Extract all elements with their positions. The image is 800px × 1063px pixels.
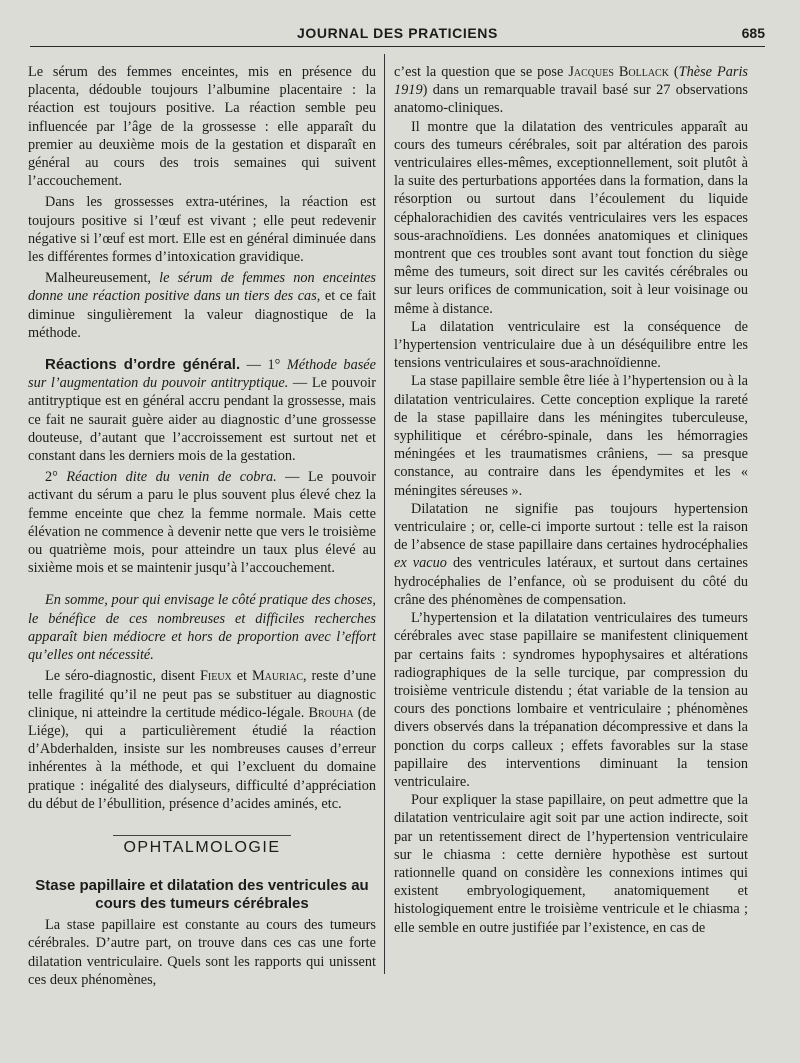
running-header <box>30 22 765 47</box>
section-heading: OPHTALMOLOGIE <box>28 839 376 857</box>
paragraph: Dilatation ne signifie pas toujours hypertension ventriculaire ; or, celle-ci importe surtout : telle est la raison de l’absence de stase papillaire dans certaines hydrocéphalies ex vacuo des ventricules latéraux, et surtout dans certaines hydrocéphalies de l’enfance, où se produisent du côté du crâne des phénomènes de compensation. <box>394 500 748 608</box>
italic-emphasis: le sérum de femmes non enceintes donne une réaction positive dans un tiers des cas, <box>28 270 376 305</box>
conclusion-paragraph: En somme, pour qui envisage le côté pratique des choses, le bénéfice de ces nombreuses et difficiles recherches apparaît bien médiocre et hors de proportion avec l’effort qu’elles ont nécessité. <box>28 592 376 664</box>
article-title: Stase papillaire et dilatation des ventricules au cours des tumeurs cérébrales <box>35 877 369 913</box>
left-column <box>28 63 376 989</box>
column-divider <box>384 54 385 974</box>
paragraph: Le sérum des femmes enceintes, mis en présence du placenta, dédouble toujours l’albumine placentaire : la réaction est toujours positive. La réaction semble peu influencée par l’âge de la grossesse : elle apparaît du premier au deuxième mois de la gestation et disparaît en général au cours des trois semaines qui suivent l’accouchement. <box>28 64 376 190</box>
paragraph: Dans les grossesses extra-utérines, la réaction est toujours positive si l’œuf est vivant ; elle peut redevenir négative si l’œuf est mort. Elle est en général diminuée dans les différentes formes d’intoxication gravidique. <box>28 194 376 266</box>
journal-title: JOURNAL DES PRATICIENS <box>297 25 498 41</box>
right-column <box>394 63 748 937</box>
paragraph: 2° Réaction dite du venin de cobra. — Le pouvoir activant du sérum a paru le plus souvent plus élevé chez la femme enceinte que chez la femme normale. Mais cette élévation ne commence à devenir nette que vers le troisième ou quatrième mois, pour atteindre un taux plus élevé au sixième mois et se maintenir jusqu’à l’accouchement. <box>28 469 376 577</box>
subsection-heading: Réactions d’ordre général. <box>45 356 241 374</box>
author-name: Jacques Bollack <box>568 64 669 80</box>
author-name: Brouha <box>308 704 354 721</box>
page-number: 685 <box>741 25 765 41</box>
paragraph: La dilatation ventriculaire est la conséquence de l’hypertension ventriculaire due à un déséquilibre entre les tensions ventriculaires et sous-arachnoïdienne. <box>394 318 748 372</box>
paragraph: La stase papillaire semble être liée à l’hypertension ou à la dilatation ventriculaires. Cette conception explique la rareté de la stase papillaire dans les méningites tuberculeuse, syphilitique et cérébro-spinale, dans les hémorragies méningées et les traumatismes crâniens, — sa presque constance, au contraire dans les épendymites et les « méningites séreuses ». <box>394 373 748 499</box>
author-name: Mauriac <box>251 668 304 685</box>
paragraph: Le séro-diagnostic, disent Fieux et Mauriac, reste d’une telle fragilité qu’il ne peut pas se substituer au diagnostic clinique, ni atteindre la certitude médico-légale. Brouha (de Liége), qui a particulièrement étudié la réaction d’Abderhalden, insiste sur les nombreuses causes d’erreur inhérentes à la méthode, et qui l’excluent du domaine pratique : inégalité des dialyseurs, difficulté d’appréciation du début de l’ébullition, présence d’acides aminés, etc. <box>28 668 377 812</box>
author-name: Fieux <box>199 668 232 685</box>
paragraph: Pour expliquer la stase papillaire, on peut admettre que la dilatation ventriculaire agit soit par une action indirecte, soit par un retentissement direct de l’hypertension ventriculaire sur le chiasma : cette dernière hypothèse est surtout rationnelle quand on considère les connexions intimes qui existent embryologiquement, anatomiquement et histologiquement entre le troisième ventricule et le chiasma ; elle semble en outre justifiée par l’existence, en cas de <box>394 792 748 936</box>
paragraph: c’est la question que se pose Jacques Bollack (Thèse Paris 1919) dans un remarquable travail basé sur 27 observations anatomo-cliniques. <box>394 64 748 117</box>
paragraph: Il montre que la dilatation des ventricules apparaît au cours des tumeurs cérébrales, soit par altération des parois ventriculaires elles-mêmes, exceptionnellement, soit plutôt à la suite des perturbations apportées dans la formation, dans la résorption ou surtout dans l’écoulement du liquide céphalorachidien des cavités ventriculaires vers les espaces sous-arachnoïdiens. Les données anatomiques et cliniques montrent que ces troubles sont avant tout fonction du siège même des tumeurs, soit direct sur les cavités cérébrales ou sur leurs orifices de communication, soit à leur voisinage ou même à distance. <box>394 118 748 317</box>
paragraph: L’hypertension et la dilatation ventriculaires des tumeurs cérébrales avec stase papillaire se manifestent cliniquement par certains faits : syndromes hypophysaires et altérations radiographiques de la selle turcique, par compression du troisième ventricule distendu ; état variable de la tension au cours des ponctions lombaire et ventriculaire ; phénomènes divers observés dans la trépanation décompressive et dans la ponction du corps calleux ; effets favorables sur la stase papillaire des interventions diminuant la tension ventriculaire. <box>394 610 748 790</box>
paragraph: Malheureusement, le sérum de femmes non enceintes donne une réaction positive dans un tiers des cas, et ce fait diminue singulièrement la valeur diagnostique de la méthode. <box>28 270 376 341</box>
paragraph: Réactions d’ordre général. — 1° Méthode basée sur l’augmentation du pouvoir antitryptique. — Le pouvoir antitryptique est en général accru pendant la grossesse, mais ce fait ne saurait guère aider au diagnostic d’une grossesse douteuse, d’autant que l’accroissement est surtout net et constant dans les derniers mois de la gestation. <box>28 356 377 465</box>
paragraph: La stase papillaire est constante au cours des tumeurs cérébrales. D’autre part, on trouve dans ces cas une forte dilatation ventriculaire. Quels sont les rapports qui unissent ces deux phénomènes, <box>28 917 376 988</box>
citation: Thèse Paris 1919 <box>394 64 748 99</box>
